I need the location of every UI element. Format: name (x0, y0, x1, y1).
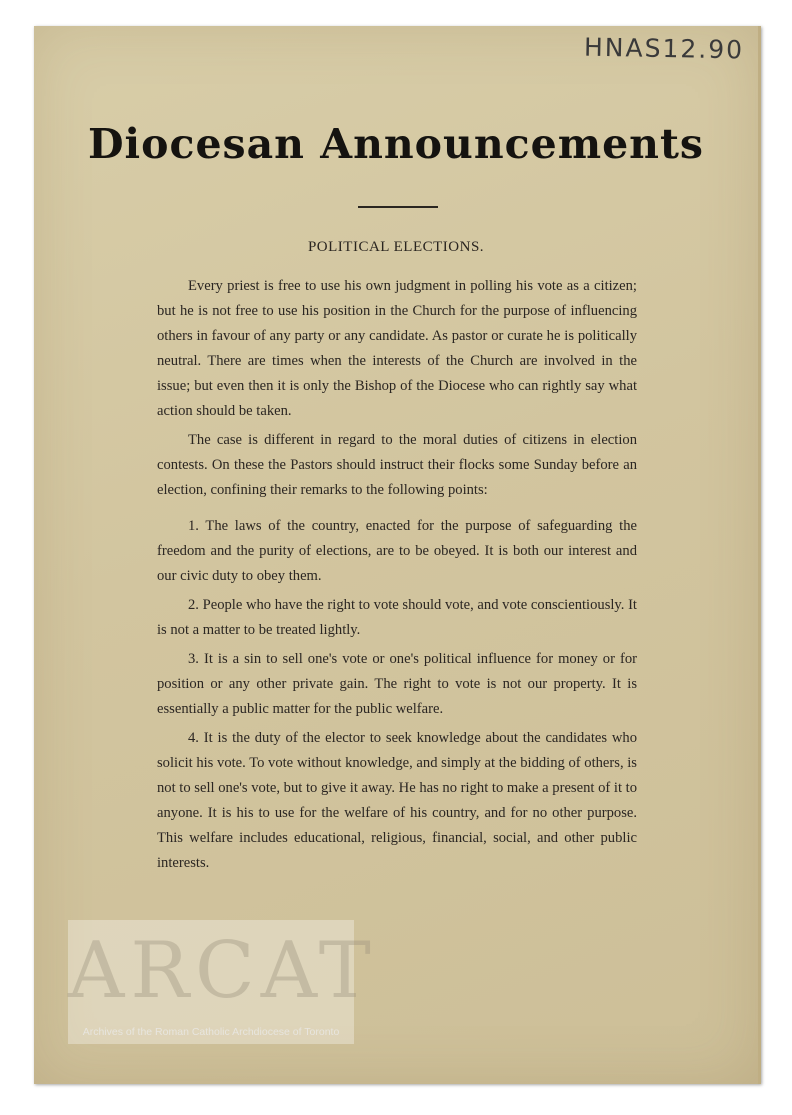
paragraph: The case is different in regard to the moral duties of citizens in election contests. On these the Pastors should instruct their flocks some Sunday before an election, confining their remarks to the following points: (157, 432, 637, 498)
section-heading: POLITICAL ELECTIONS. (307, 239, 485, 255)
archive-watermark (68, 920, 377, 1044)
point-item: 2. People who have the right to vote should vote, and vote conscientiously. It is not a matter to be treated lightly. (157, 597, 637, 638)
point-item: 4. It is the duty of the elector to seek knowledge about the candidates who solicit his vote. To vote without knowledge, and simply at the bidding of others, is not to sell one's vote, but to give it away. He has no right to make a present of it to anyone. It is his to use for the welfare of his country, and for no other purpose. This welfare includes educational, religious, financial, social, and other public interests. (157, 730, 637, 871)
point-item: 3. It is a sin to sell one's vote or one's political influence for money or for position or any other private gain. The right to vote is not our property. It is essentially a public matter for the public welfare. (157, 651, 637, 717)
title-divider (358, 206, 438, 208)
point-item: 1. The laws of the country, enacted for the purpose of safeguarding the freedom and the purity of elections, are to be obeyed. It is both our interest and our civic duty to obey them. (157, 518, 637, 584)
announcement-body (157, 274, 637, 880)
catalog-number-handwritten: HNAS12.90 (583, 32, 745, 65)
watermark-caption: Archives of the Roman Catholic Archdiocese of Toronto (82, 1026, 340, 1038)
page-title: Diocesan Announcements (88, 120, 704, 168)
paragraph: Every priest is free to use his own judgment in polling his vote as a citizen; but he is not free to use his position in the Church for the purpose of influencing others in favour of any party or any candidate. As pastor or curate he is politically neutral. There are times when the interests of the Church are involved in the issue; but even then it is only the Bishop of the Diocese who can rightly say what action should be taken. (157, 278, 637, 419)
watermark-logo: ARCAT (68, 926, 377, 1016)
